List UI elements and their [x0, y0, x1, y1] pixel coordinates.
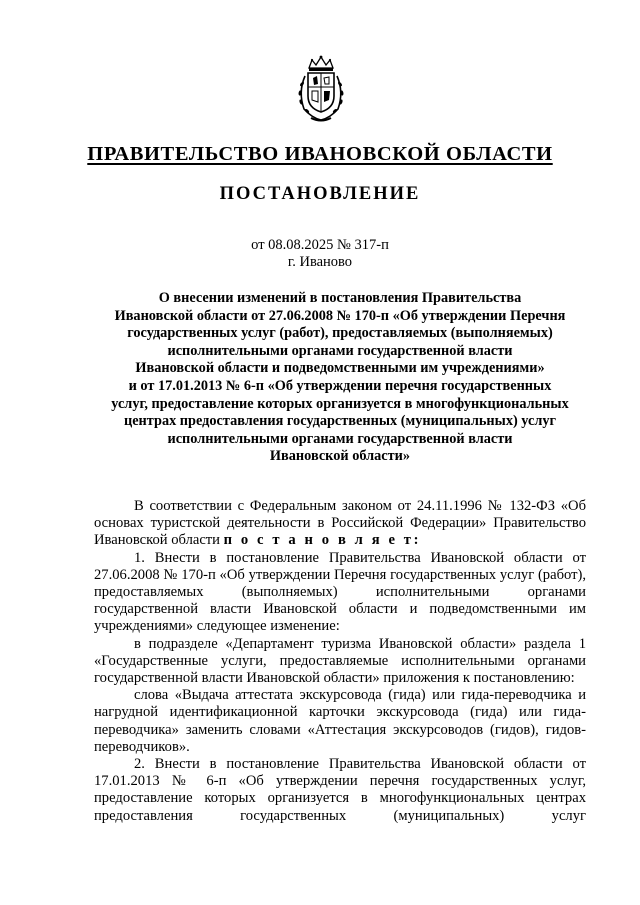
government-title: ПРАВИТЕЛЬСТВО ИВАНОВСКОЙ ОБЛАСТИ: [87, 143, 553, 165]
item-1-subsection: в подразделе «Департамент туризма Ивановской области» раздела 1 «Государственные услуги, предоставляемые исполнительными органами государственной власти Ивановской области» приложения к постановлению:: [94, 635, 586, 687]
subject-line: и от 17.01.2013 № 6-п «Об утверждении перечня государственных: [128, 377, 552, 394]
item-1-words: слова «Выдача аттестата экскурсовода (гида) или гида-переводчика и нагрудной идентификационной карточки экскурсовода (гида) или гида-переводчика» заменить словами «Аттестация экскурсоводов (гидов), гидов-переводчиков».: [94, 687, 586, 755]
item-1: 1. Внести в постановление Правительства Ивановской области от 27.06.2008 № 170-п «Об утверждении Перечня государственных услуг (работ), предоставляемых (выполняемых) исполнительными органами государственной власти Ивановской области и подведомственными им учреждениями» следующее изменение:: [94, 549, 586, 635]
item-2: 2. Внести в постановление Правительства Ивановской области от 17.01.2013 № 6-п «Об утверждении перечня государственных услуг, предоставление которых организуется в многофункциональных центрах предоставления государственных (муниципальных) услуг: [94, 756, 586, 824]
intro-paragraph: [94, 498, 586, 550]
subject-line: Ивановской области и подведомственными им учреждениями»: [135, 360, 545, 377]
decree-word: п о с т а н о в л я е т: [223, 532, 414, 549]
subject-line: Ивановской области от 27.06.2008 № 170-п «Об утверждении Перечня: [114, 307, 566, 324]
intro-text: В соответствии с Федеральным законом от 24.11.1996 № 132-ФЗ «Об основах туристской деятельности в Российской Федерации» Правительство Ивановской области: [94, 498, 586, 549]
subject-line: услуг, предоставление которых организуется в многофункциональных: [111, 395, 569, 412]
document-type: ПОСТАНОВЛЕНИЕ: [219, 184, 421, 204]
subject-line: государственных услуг (работ), предоставляемых (выполняемых): [127, 325, 553, 342]
subject-line: О внесении изменений в постановления Правительства: [158, 290, 522, 306]
document-body: [94, 498, 586, 825]
subject-line: исполнительными органами государственной власти: [167, 430, 513, 447]
subject-line: центрах предоставления государственных (муниципальных) услуг: [123, 413, 557, 430]
decree-colon: :: [413, 532, 422, 549]
date-number: от 08.08.2025 № 317-п: [251, 237, 389, 253]
city: г. Иваново: [287, 254, 353, 270]
ivanovo-coat-of-arms-icon: [295, 54, 347, 124]
subject-line: исполнительными органами государственной власти: [167, 342, 513, 359]
subject-line: Ивановской области»: [269, 448, 411, 465]
document-meta: [0, 237, 640, 271]
document-subject: [90, 290, 590, 466]
